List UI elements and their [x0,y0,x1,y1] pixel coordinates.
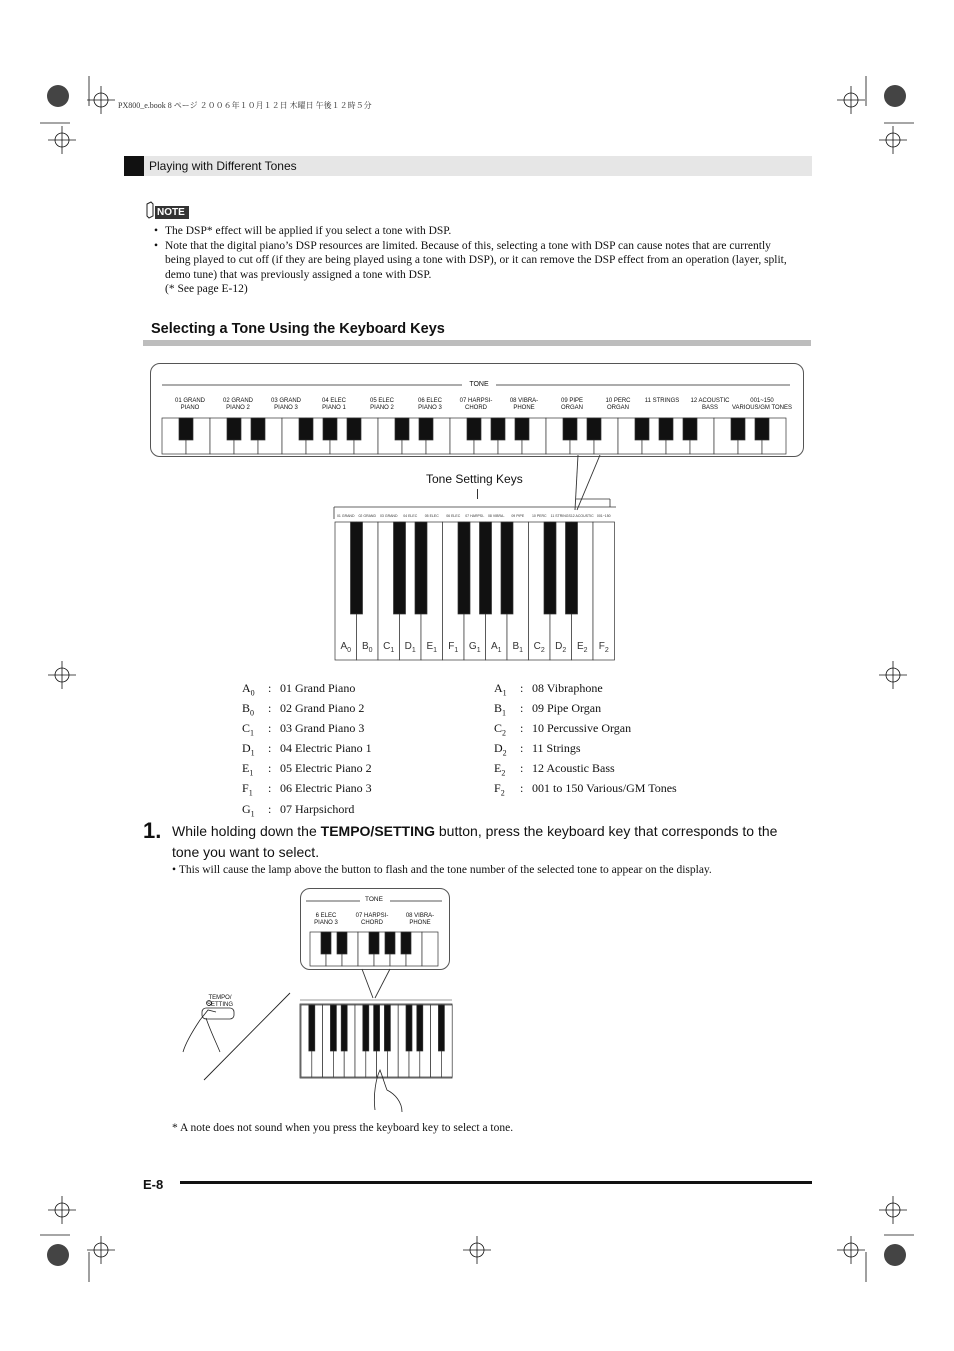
tone-table-key [494,741,520,761]
page-number: E-8 [143,1177,164,1192]
illustration-panel-black-key [337,932,347,954]
panel-black-key [755,418,769,440]
illustration-panel-black-key [369,932,379,954]
step-instruction [172,821,812,862]
key-label [550,641,572,654]
panel-black-key [587,418,601,440]
step-bullet: • This will cause the lamp above the button to flash and the tone number of the selected tone to appear on the display. [172,864,712,876]
diagram-mini-tone-label: 10 PERC [531,514,547,518]
tone-table-key [242,701,268,721]
diagram-black-key [480,522,492,614]
separator: : [520,681,524,695]
illustration-panel-black-key [401,932,411,954]
tone-table-row [242,681,372,701]
key-octave: 2 [604,647,609,654]
tone-table-tone: 03 Grand Piano 3 [280,721,365,736]
key-octave: 1 [433,647,438,654]
key-octave: 1 [390,647,395,654]
key-octave: 1 [411,647,416,654]
key-note: D [494,741,503,756]
key-label [593,641,615,654]
illustration-tone-label: TONE [365,896,383,903]
panel-black-key [347,418,361,440]
key-octave: 2 [502,728,507,738]
key-note: E [494,761,502,776]
step-text-part: tone you want to select. [172,843,320,860]
panel-tone-line: PIANO 2 [226,404,250,411]
note-badge [143,200,189,220]
diagram-mini-tone-label: 12 ACOUSTIC [570,514,594,518]
key-octave: 1 [250,748,255,758]
key-octave: 2 [562,647,567,654]
illustration-panel-black-key [385,932,395,954]
panel-black-key [515,418,529,440]
illustration-tone-name [395,913,445,926]
tone-table-key [242,761,268,781]
key-note: G [468,641,477,652]
tone-table-tone: 06 Electric Piano 3 [280,781,372,796]
tone-table-key [494,681,520,701]
tone-table-key [494,781,520,801]
key-note: D [404,641,412,652]
diagram-mini-tone-label: 001~150 [596,514,611,518]
separator: : [268,701,272,716]
tone-table-key [242,781,268,801]
illustration-tone-name [347,913,397,926]
panel-tone-line: 06 ELEC [417,398,442,404]
heading-rule [143,340,811,346]
key-note: E [426,641,434,652]
section-title: Playing with Different Tones [149,159,297,173]
panel-tone-line: PIANO [180,404,200,411]
key-note: C [383,641,391,652]
tone-table-key [242,802,268,822]
tone-setting-keys-caption: Tone Setting Keys [426,472,523,486]
tone-table-row [242,761,372,781]
section-heading: Selecting a Tone Using the Keyboard Keys [151,321,445,337]
separator: : [520,741,524,756]
separator: : [268,801,272,816]
panel-tone-line: 12 ACOUSTIC [690,398,730,404]
separator: : [520,761,524,776]
panel-tone-line: PIANO 2 [370,404,394,411]
panel-tone-line: 11 STRINGS [644,398,680,404]
note-list [154,224,799,297]
tone-table-tone: 01 Grand Piano [280,681,356,695]
panel-tone-name [680,398,740,411]
diagram-black-key [458,522,470,614]
tone-table-key [494,721,520,741]
tone-table-key [242,741,268,761]
separator: : [520,781,524,796]
diagram-black-key [566,522,578,614]
key-label [443,641,465,654]
section-marker [124,156,144,176]
separator: : [268,761,272,776]
key-note: F [494,781,501,796]
illustration-black-key [384,1005,390,1051]
key-octave: 2 [502,748,507,758]
tone-table-row [242,721,372,741]
key-note: B [494,701,503,716]
panel-black-key [731,418,745,440]
key-note: A [242,681,251,695]
panel-black-key [251,418,265,440]
panel-tone-line: 08 VIBRA- [509,398,539,404]
tone-table-row [494,761,677,781]
key-octave: 2 [500,788,505,798]
tone-table-key [494,701,520,721]
note-bullet: • The DSP* effect will be applied if you select a tone with DSP. [154,224,799,239]
diagram-mini-tone-label: 06 ELEC [446,514,461,518]
panel-black-key [467,418,481,440]
diagram-black-key [544,522,556,614]
panel-tone-line: 09 PIPE [560,398,583,404]
tone-table-row [494,701,677,721]
illustration-tone-line: PIANO 3 [314,919,338,926]
diagram-black-key [501,522,513,614]
separator: : [268,681,272,695]
key-label [572,641,594,654]
tone-table-tone: 08 Vibraphone [532,681,603,695]
separator: : [520,701,524,716]
panel-tone-line: PHONE [513,404,535,411]
illustration-tone-line: CHORD [361,919,383,926]
illustration-tone-line: 6 ELEC [315,913,337,919]
illustration-tone-line: 08 VIBRA- [405,913,435,919]
note-bullet: • Note that the digital piano’s DSP resources are limited. Because of this, selecting a tone with DSP can cause notes that are currently being played to cut off (if they are being played using a tone with DSP), or it can remove the DSP effect from an operation (layer, split, demo tune) that was previously assigned a tone with DSP. [154,239,799,283]
key-label [378,641,400,654]
tone-table-tone: 10 Percussive Organ [532,721,632,736]
section-bar [124,156,812,176]
tone-table-tone: 07 Harpsichord [280,801,355,816]
panel-black-key [683,418,697,440]
separator: : [520,721,524,736]
key-octave: 1 [502,688,507,698]
diagram-mini-tone-label: 03 GRAND [379,514,398,518]
tone-table-left [242,681,372,822]
tone-table-row [242,781,372,801]
key-note: B [361,641,369,652]
illustration-black-key [406,1005,412,1051]
tone-table-tone: 001 to 150 Various/GM Tones [532,781,677,796]
key-octave: 1 [249,768,254,778]
tone-table-tone: 09 Pipe Organ [532,701,602,716]
key-label [486,641,508,654]
footer-rule [180,1181,812,1184]
panel-tone-line: PIANO 3 [418,404,442,411]
key-octave: 0 [250,708,255,718]
panel-tone-line: 04 ELEC [321,398,346,404]
panel-tone-line: VARIOUS/GM TONES [732,404,793,411]
tone-table-row [494,781,677,801]
key-octave: 1 [454,647,459,654]
key-label [421,641,443,654]
key-octave: 2 [583,647,588,654]
tone-table-row [242,701,372,721]
tempo-setting-button-name: TEMPO/SETTING [320,823,435,839]
key-label [400,641,422,654]
illustration-black-key [341,1005,347,1051]
tone-table-key [242,681,268,701]
diagram-black-key [394,522,406,614]
panel-tone-line: 02 GRAND [222,398,253,404]
diagram-mini-tone-label: 01 GRAND [336,514,355,518]
step-bullet-text: This will cause the lamp above the button to flash and the tone number of the selected tone to appear on the display. [178,864,712,876]
panel-black-key [659,418,673,440]
separator: : [268,721,272,736]
key-label [464,641,486,654]
tone-table-tone: 11 Strings [532,741,581,756]
illustration-black-key [374,1005,380,1051]
note-ref: (* See page E-12) [165,283,248,296]
panel-tone-line: PIANO 3 [274,404,298,411]
key-label [357,641,379,654]
key-note: A [494,681,503,695]
panel-black-key [323,418,337,440]
illustration-black-key [438,1005,444,1051]
diagram-mini-tone-label: 02 GRAND [358,514,377,518]
panel-tone-line: PIANO 1 [322,404,346,411]
note-label: NOTE [157,207,185,218]
tone-table-tone: 12 Acoustic Bass [532,761,615,776]
panel-tone-line: 01 GRAND [174,398,205,404]
tone-table-key [242,721,268,741]
key-label [335,641,357,654]
panel-tone-line: ORGAN [560,404,583,411]
separator: : [268,741,272,756]
key-note: D [242,741,251,756]
key-label [529,641,551,654]
tone-table-tone: 02 Grand Piano 2 [280,701,365,716]
key-note: C [533,641,541,652]
panel-black-key [179,418,193,440]
tone-table-row [494,721,677,741]
separator: : [268,781,272,796]
tone-table-row [494,741,677,761]
tone-table-row [242,802,372,822]
illustration-tone-line: PHONE [409,919,431,926]
key-octave: 1 [502,708,507,718]
panel-black-key [299,418,313,440]
step-number: 1. [143,818,162,843]
key-note: F [448,641,455,652]
illustration-black-key [363,1005,369,1051]
tempo-setting-button-label [200,995,240,1008]
panel-black-key [491,418,505,440]
tone-table-row [242,741,372,761]
illustration-black-key [330,1005,336,1051]
button-label-line: SETTING [206,1001,233,1008]
key-note: E [242,761,250,776]
key-note: A [340,641,348,652]
diagram-mini-tone-label: 04 ELEC [403,514,418,518]
tone-table-tone: 04 Electric Piano 1 [280,741,372,756]
panel-black-key [227,418,241,440]
tone-table-key [494,761,520,781]
panel-black-key [419,418,433,440]
tone-table-row [494,681,677,701]
footnote: * A note does not sound when you press the keyboard key to select a tone. [172,1122,514,1134]
panel-tone-line: CHORD [465,404,487,411]
key-note: F [242,781,249,796]
key-octave: 1 [476,647,481,654]
key-octave: 1 [248,788,253,798]
diagram-mini-tone-label: 08 VIBRA- [487,514,505,518]
diagram-mini-tone-label: 07 HARPSI- [465,514,485,518]
illustration-black-key [309,1005,315,1051]
key-octave: 1 [250,808,255,818]
illustration-panel-black-key [321,932,331,954]
key-note: E [576,641,584,652]
key-octave: 2 [501,768,506,778]
key-octave: 1 [250,728,255,738]
panel-tone-line: 07 HARPSI- [459,398,493,404]
hand-keyboard-illustration [180,990,460,1115]
key-octave: 0 [347,647,352,654]
panel-tone-line: BASS [701,404,718,411]
key-note: F [598,641,605,652]
panel-tone-name [732,398,792,411]
panel-tone-line: 10 PERC [605,398,631,404]
panel-black-key [635,418,649,440]
key-note: D [555,641,563,652]
illustration-black-key [417,1005,423,1051]
tone-table-right [494,681,677,802]
key-note: C [242,721,251,736]
panel-tone-line: 001~150 [750,398,774,404]
key-note: C [494,721,503,736]
illustration-panel-white-key [422,932,438,966]
diagram-white-key [593,522,615,660]
print-header: PX800_e.book 8 ページ ２００６年１０月１２日 木曜日 午後１２時５分 [118,101,372,110]
key-note: B [242,701,251,716]
diagram-mini-tone-label: 05 ELEC [424,514,439,518]
key-octave: 0 [368,647,373,654]
button-label-line: TEMPO/ [208,995,232,1001]
key-octave: 1 [497,647,502,654]
key-note: B [512,641,520,652]
panel-tone-line: ORGAN [606,404,629,411]
illustration-tone-name [301,913,351,926]
panel-tone-line: 05 ELEC [369,398,394,404]
panel-tone-line: 03 GRAND [270,398,301,404]
step-text-part: button, press the keyboard key that corresponds to the [435,823,778,839]
panel-black-key [563,418,577,440]
panel-black-key [395,418,409,440]
diagram-black-key [415,522,427,614]
step-text-part: While holding down the [172,823,321,839]
key-octave: 2 [540,647,545,654]
diagram-mini-tone-label: 09 PIPE [511,514,525,518]
key-label [507,641,529,654]
panel-tone-label: TONE [469,381,489,388]
key-octave: 0 [250,688,255,698]
diagram-black-key [351,522,363,614]
illustration-tone-line: 07 HARPSI- [355,913,389,919]
key-note: A [490,641,498,652]
diagram-mini-tone-label: 11 STRINGS [550,514,571,518]
key-octave: 1 [519,647,524,654]
tone-table-tone: 05 Electric Piano 2 [280,761,372,776]
key-note: G [242,801,251,816]
